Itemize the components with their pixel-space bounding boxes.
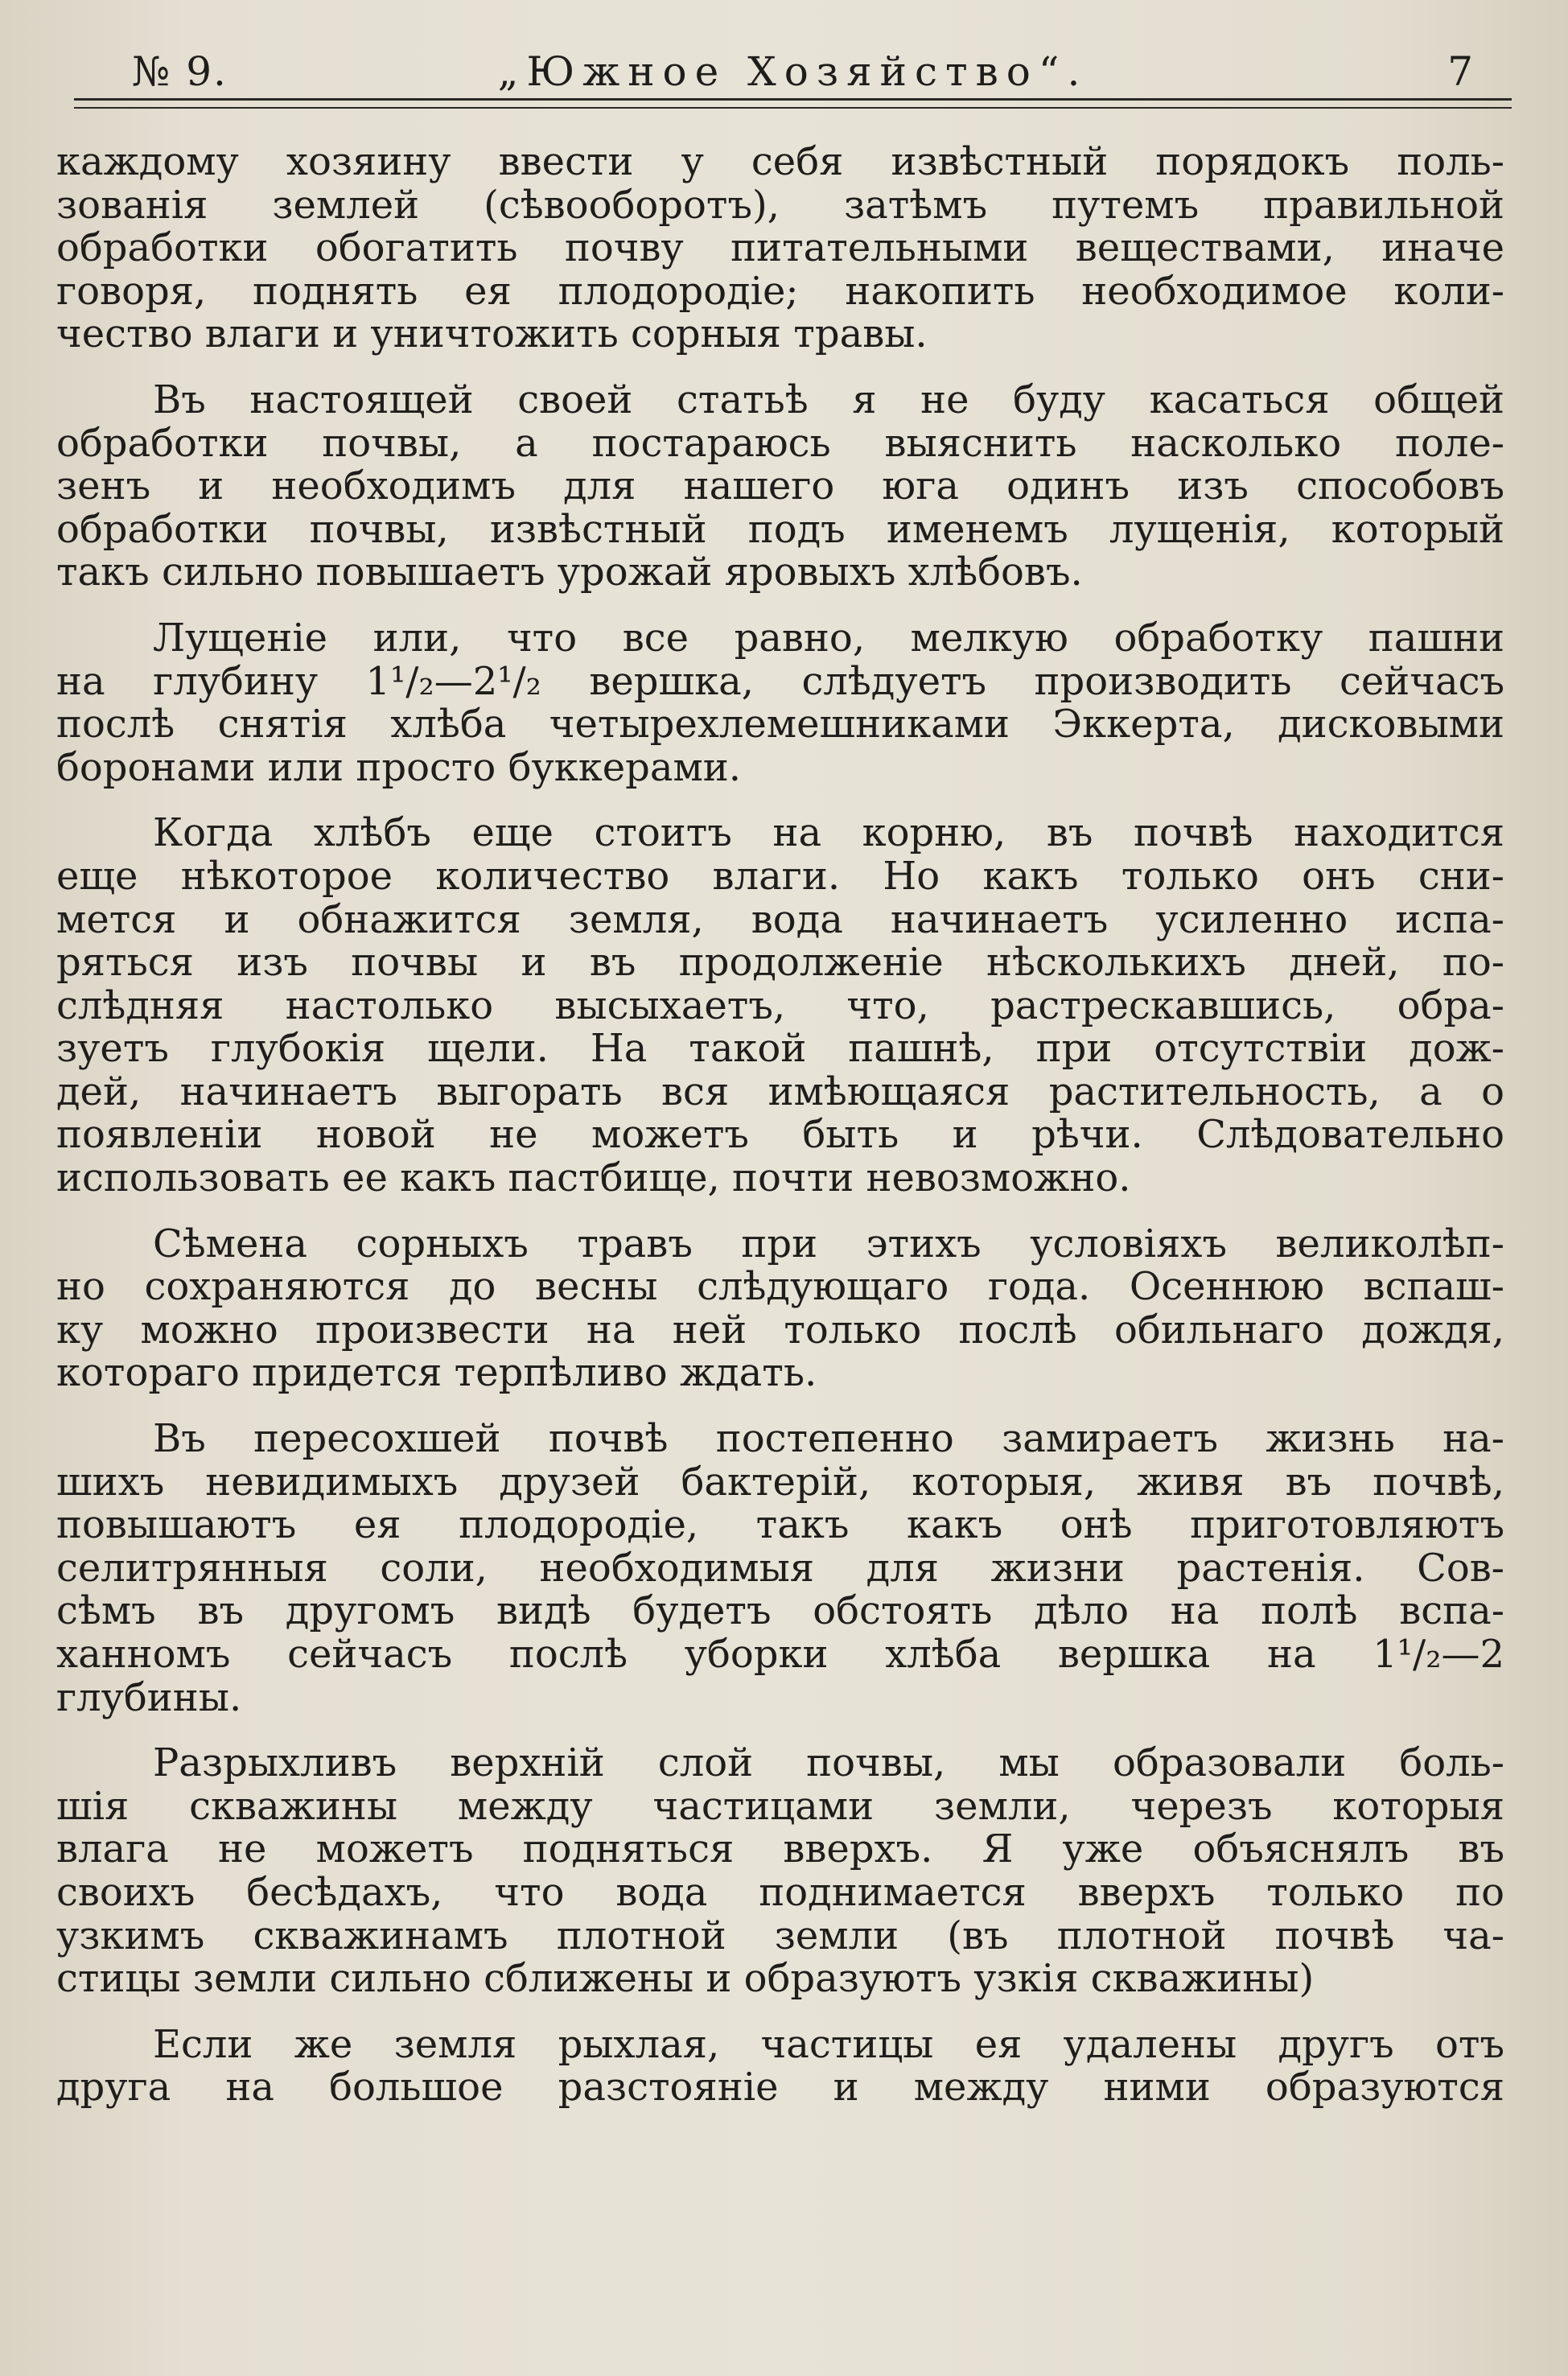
header-rule-bottom — [74, 107, 1512, 109]
paragraph — [56, 1742, 1504, 2001]
text-line: узкимъ скважинамъ плотной земли (въ плотной почвѣ ча- — [56, 1914, 1504, 1958]
text-line: повышаютъ ея плодородіе, такъ какъ онѣ приготовляютъ — [56, 1504, 1504, 1547]
text-line: мется и обнажится земля, вода начинаетъ усиленно испа- — [56, 898, 1504, 942]
body-text — [56, 141, 1504, 2110]
text-line: использовать ее какъ пастбище, почти невозможно. — [56, 1157, 1131, 1200]
text-line: стицы земли сильно сближены и образуютъ узкія скважины) — [56, 1958, 1315, 2001]
text-line: дей, начинаетъ выгорать вся имѣющаяся растительность, а о — [56, 1070, 1504, 1114]
header-rule-top — [74, 98, 1512, 101]
text-line: такъ сильно повышаетъ урожай яровыхъ хлѣбовъ. — [56, 551, 1083, 595]
paragraph — [56, 1418, 1504, 1719]
text-line: котораго придется терпѣливо ждать. — [56, 1352, 817, 1396]
text-line: Когда хлѣбъ еще стоитъ на корню, въ почвѣ находится — [153, 812, 1504, 855]
text-line: обработки почвы, а постараюсь выяснить насколько поле- — [56, 422, 1504, 466]
text-line: глубины. — [56, 1676, 242, 1720]
text-line: Въ настоящей своей статьѣ я не буду касаться общей — [153, 378, 1504, 422]
text-line: селитрянныя соли, необходимыя для жизни растенія. Сов- — [56, 1546, 1504, 1591]
text-line: своихъ бесѣдахъ, что вода поднимается вверхъ только по — [56, 1871, 1504, 1915]
text-line: говоря, поднять ея плодородіе; накопить необходимое коли- — [56, 270, 1504, 314]
text-line: ряться изъ почвы и въ продолженіе нѣсколькихъ дней, по- — [56, 941, 1504, 985]
text-line: слѣдняя настолько высыхаетъ, что, растрескавшись, обра- — [56, 984, 1504, 1028]
issue-number: № 9. — [132, 48, 228, 95]
text-line: но сохраняются до весны слѣдующаго года. Осеннюю вспаш- — [56, 1266, 1504, 1309]
text-line: обработки обогатить почву питательными веществами, иначе — [56, 227, 1504, 270]
text-line: обработки почвы, извѣстный подъ именемъ лущенія, который — [56, 508, 1504, 552]
text-line: Въ пересохшей почвѣ постепенно замираетъ жизнь на- — [153, 1418, 1504, 1461]
text-line: зуетъ глубокія щели. На такой пашнѣ, при отсутствіи дож- — [56, 1027, 1504, 1071]
text-line: друга на большое разстояніе и между ними образуются — [56, 2066, 1504, 2110]
journal-title: „Южное Хозяйство“. — [497, 48, 1089, 95]
text-line: ханномъ сейчасъ послѣ уборки хлѣба вершка на 1¹/₂—2 — [56, 1633, 1504, 1677]
text-line: Разрыхливъ верхній слой почвы, мы образовали боль- — [153, 1742, 1504, 1785]
page-header — [74, 42, 1512, 106]
text-line: еще нѣкоторое количество влаги. Но какъ только онъ сни- — [56, 854, 1504, 899]
text-line: послѣ снятія хлѣба четырехлемешниками Эккерта, дисковыми — [56, 703, 1504, 747]
text-line: сѣмъ въ другомъ видѣ будетъ обстоять дѣло на полѣ вспа- — [56, 1590, 1504, 1633]
text-line: Лущеніе или, что все равно, мелкую обработку пашни — [153, 616, 1504, 661]
paragraph — [56, 812, 1504, 1200]
paragraph — [56, 2024, 1504, 2110]
text-line: шія скважины между частицами земли, черезъ которыя — [56, 1785, 1504, 1829]
text-line: Сѣмена сорныхъ травъ при этихъ условіяхъ великолѣп- — [153, 1222, 1504, 1266]
text-line: каждому хозяину ввести у себя извѣстный порядокъ поль- — [56, 141, 1504, 184]
text-line: чество влаги и уничтожить сорныя травы. — [56, 313, 928, 356]
paragraph — [56, 379, 1504, 595]
page-number: 7 — [1447, 48, 1473, 95]
paragraph — [56, 1223, 1504, 1395]
text-line: шихъ невидимыхъ друзей бактерій, которыя, живя въ почвѣ, — [56, 1460, 1504, 1505]
text-line: зенъ и необходимъ для нашего юга одинъ изъ способовъ — [56, 465, 1504, 509]
text-line: влага не можетъ подняться вверхъ. Я уже объяснялъ въ — [56, 1828, 1504, 1872]
text-line: на глубину 1¹/₂—2¹/₂ вершка, слѣдуетъ производить сейчасъ — [56, 660, 1504, 704]
text-line: боронами или просто буккерами. — [56, 746, 742, 790]
paragraph — [56, 617, 1504, 789]
text-line: Если же земля рыхлая, частицы ея удалены другъ отъ — [153, 2023, 1504, 2067]
text-line: появленіи новой не можетъ быть и рѣчи. Слѣдовательно — [56, 1114, 1504, 1158]
text-line: зованія землей (сѣвооборотъ), затѣмъ путемъ правильной — [56, 183, 1504, 228]
paragraph — [56, 141, 1504, 356]
text-line: ку можно произвести на ней только послѣ обильнаго дождя, — [56, 1308, 1504, 1353]
